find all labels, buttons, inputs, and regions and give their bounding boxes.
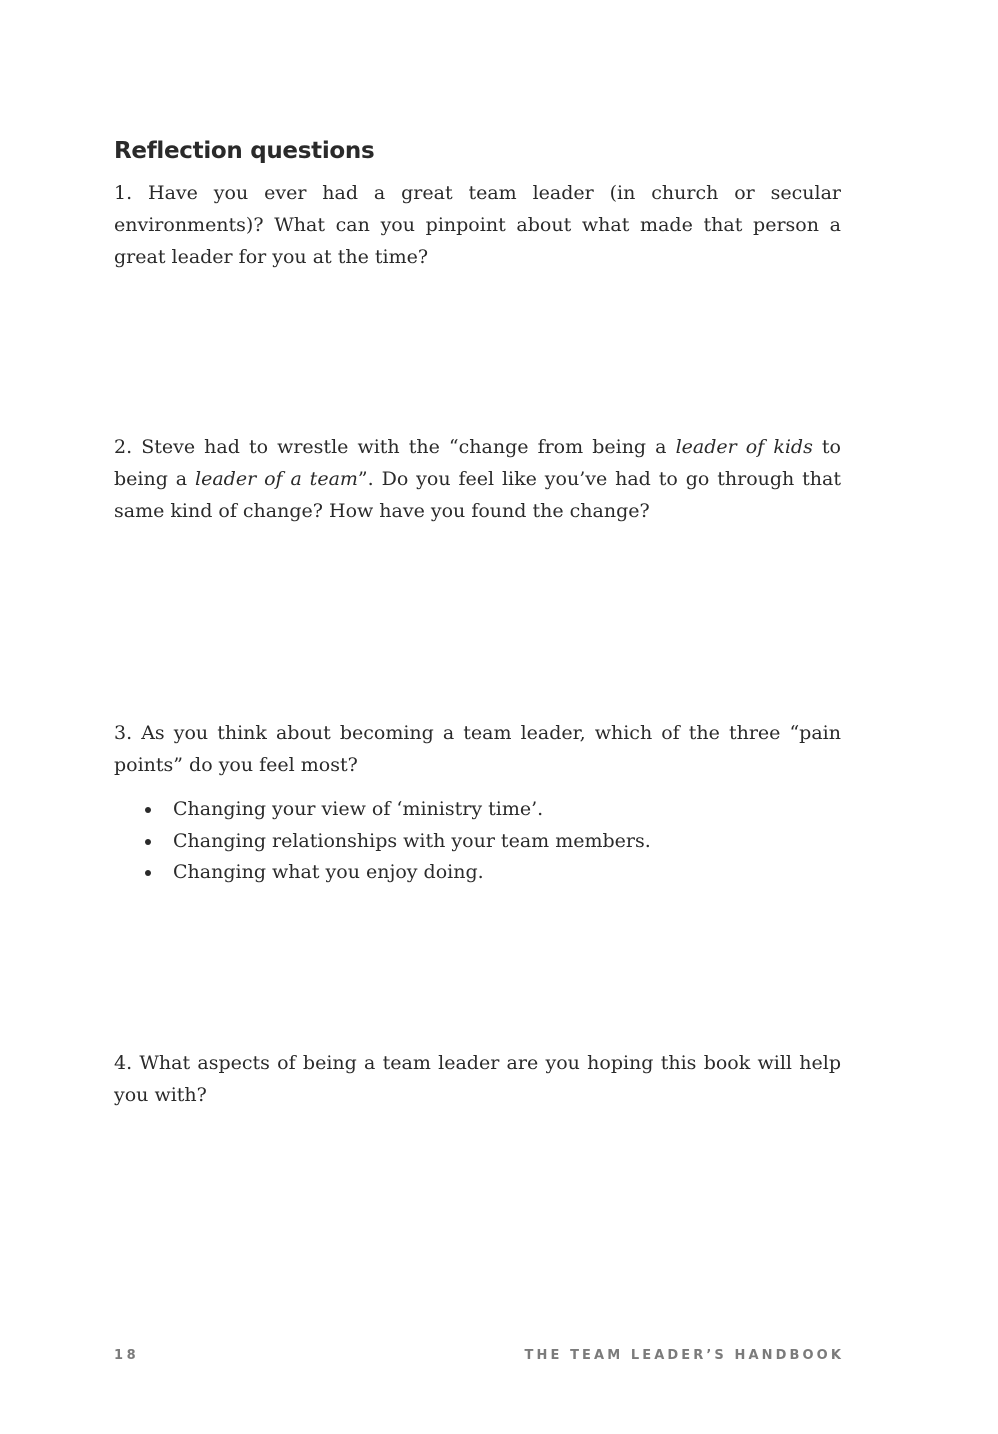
bullet-icon <box>145 839 151 845</box>
bullet-icon <box>145 807 151 813</box>
list-item-text: Changing what you enjoy doing. <box>173 861 484 883</box>
list-item <box>114 826 841 858</box>
pain-points-list <box>114 794 841 889</box>
list-item-text: Changing relationships with your team members. <box>173 829 651 852</box>
question-3: 3. As you think about becoming a team leader, which of the three “pain points” do you feel most? <box>114 722 841 776</box>
list-item <box>114 857 841 889</box>
question-4: 4. What aspects of being a team leader are you hoping this book will help you with? <box>114 1052 841 1106</box>
question-2-text-b: to being a <box>114 436 841 490</box>
section-heading: Reflection questions <box>114 138 375 164</box>
question-1: 1. Have you ever had a great team leader (in church or secular environments)? What can you pinpoint about what made that person a great leader for you at the time? <box>114 182 841 268</box>
question-2-text-a: 2. Steve had to wrestle with the “change from being a <box>114 436 676 458</box>
question-2-emphasis-team: leader of a team <box>195 468 358 490</box>
question-2 <box>114 431 841 527</box>
running-head: THE TEAM LEADER’S HANDBOOK <box>524 1348 844 1363</box>
list-item-text: Changing your view of ‘ministry time’. <box>173 798 544 820</box>
bullet-icon <box>145 870 151 876</box>
question-2-emphasis-kids: leader of kids <box>675 436 813 458</box>
question-2-text-c: ”. Do you feel like you’ve had to go through that same kind of change? How have you found the change? <box>114 468 842 522</box>
list-item <box>114 794 841 826</box>
page-number: 18 <box>114 1348 140 1363</box>
